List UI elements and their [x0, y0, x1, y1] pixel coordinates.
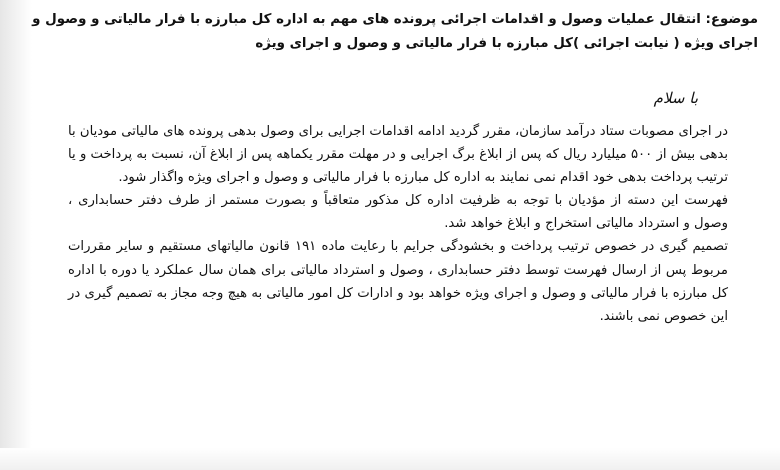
letter-body [68, 120, 728, 328]
paragraph-decision-authority: تصمیم گیری در خصوص ترتیب پرداخت و بخشودگی جرایم با رعایت ماده ۱۹۱ قانون مالیاتهای مستقیم و سایر مقررات مربوط پس از ارسال فهرست توسط دفتر حسابداری ، وصول و استرداد مالیاتی برای همان سال عملکرد یا دوره با اداره کل مبارزه با فرار مالیاتی و وصول و اجرای ویژه خواهد بود و ادارات کل امور مالیاتی به هیچ وجه مجاز به تصمیم گیری در این خصوص نمی باشند. [68, 239, 728, 324]
paragraph-debtor-list: فهرست این دسته از مؤدیان با توجه به ظرفیت اداره کل مذکور متعاقباً و بصورت مستمر از طرف دفتر حسابداری ، وصول و استرداد مالیاتی استخراج و ابلاغ خواهد شد. [68, 193, 728, 232]
paragraph-directive: در اجرای مصوبات ستاد درآمد سازمان، مقرر گردید ادامه اقدامات اجرایی برای وصول بدهی پرونده های مالیاتی مودیان با بدهی بیش از ۵۰۰ میلیارد ریال که پس از ابلاغ برگ اجرایی و در مهلت مقرر یکماهه پس از ابلاغ آن، نسبت به پرداخت و یا ترتیب پرداخت بدهی خود اقدام نمی نمایند به اداره کل مبارزه با فرار مالیاتی و وصول و اجرای ویژه واگذار شود. [68, 124, 728, 186]
subject-line: موضوع: انتقال عملیات وصول و اقدامات اجرائی پرونده های مهم به اداره کل مبارزه با فرار مالیاتی و وصول و اجرای ویژه ( نیابت اجرائی )کل مبارزه با فرار مالیاتی و وصول و اجرای ویژه [32, 12, 758, 51]
page-shadow-edge [0, 0, 32, 470]
page-bottom-edge [0, 448, 780, 470]
greeting: با سلام [653, 89, 698, 107]
